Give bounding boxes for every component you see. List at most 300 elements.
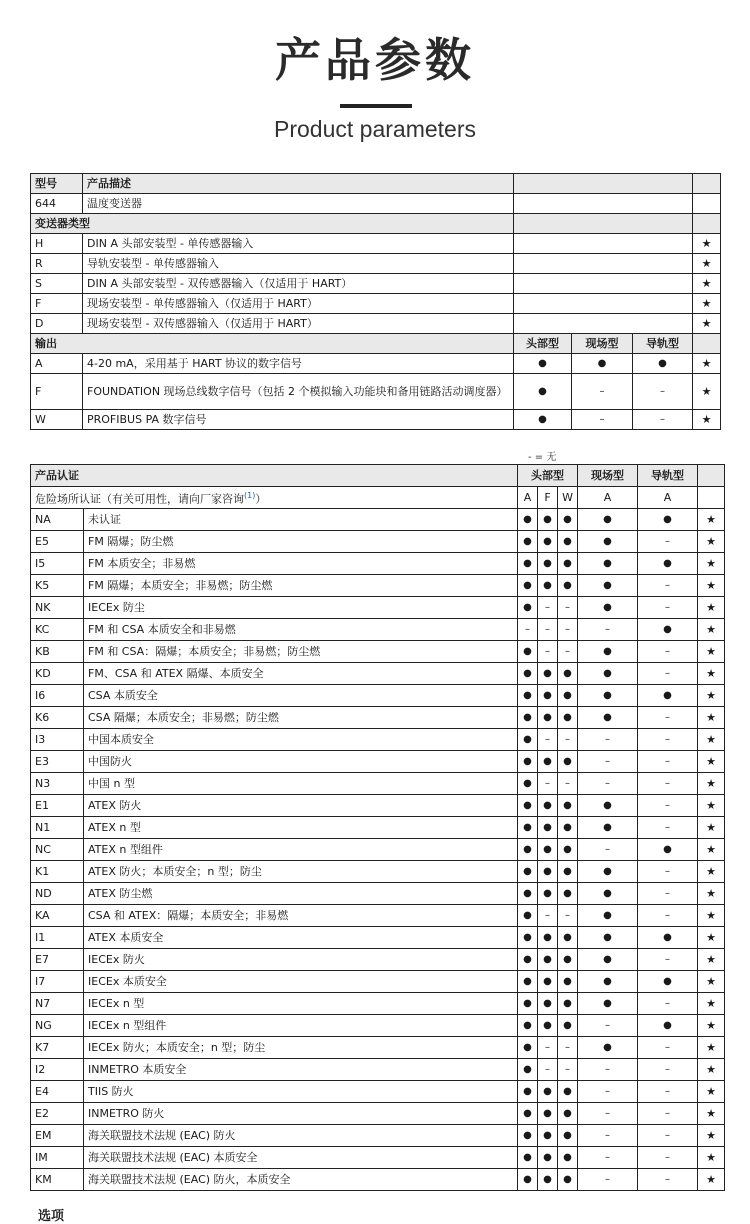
type-desc: DIN A 头部安装型 - 双传感器输入（仅适用于 HART） xyxy=(83,274,514,294)
options-heading: 选项 xyxy=(38,1209,65,1224)
rail-mark: – xyxy=(638,751,698,773)
head-a-mark: ● xyxy=(518,553,538,575)
head-w-mark: – xyxy=(558,1059,578,1081)
head-w-mark: ● xyxy=(558,531,578,553)
head-f-mark: ● xyxy=(538,795,558,817)
head-mark: ● xyxy=(514,354,572,374)
cert-row xyxy=(31,927,725,949)
cert-code: E7 xyxy=(31,949,84,971)
field-mark: – xyxy=(578,1059,638,1081)
head-a-mark: ● xyxy=(518,773,538,795)
rail-mark: – xyxy=(633,410,693,430)
rail-mark: – xyxy=(638,641,698,663)
head-a-mark: ● xyxy=(518,993,538,1015)
star-icon: ★ xyxy=(698,927,725,949)
cert-row xyxy=(31,971,725,993)
head-w-mark: ● xyxy=(558,1169,578,1191)
head-f-mark: ● xyxy=(538,861,558,883)
star-icon: ★ xyxy=(698,751,725,773)
head-a-mark: ● xyxy=(518,1015,538,1037)
head-w-mark: ● xyxy=(558,751,578,773)
type-blank xyxy=(514,314,693,334)
head-a-mark: ● xyxy=(518,927,538,949)
type-row xyxy=(31,314,721,334)
head-f-mark: ● xyxy=(538,971,558,993)
star-icon: ★ xyxy=(698,1081,725,1103)
star-icon: ★ xyxy=(693,314,721,334)
field-mark: ● xyxy=(578,685,638,707)
col-desc-header: 产品描述 xyxy=(83,174,514,194)
cert-row xyxy=(31,641,725,663)
star-icon: ★ xyxy=(698,553,725,575)
output-col-head: 头部型 xyxy=(514,334,572,354)
field-mark: ● xyxy=(578,883,638,905)
field-mark: ● xyxy=(578,971,638,993)
cert-desc: FM 隔爆；本质安全；非易燃；防尘燃 xyxy=(84,575,518,597)
head-w-mark: ● xyxy=(558,1103,578,1125)
rail-mark: ● xyxy=(638,685,698,707)
cert-desc: IECEx 防火 xyxy=(84,949,518,971)
cert-desc: FM 和 CSA：隔爆；本质安全；非易燃；防尘燃 xyxy=(84,641,518,663)
head-a-mark: ● xyxy=(518,795,538,817)
head-a-mark: ● xyxy=(518,531,538,553)
head-f-mark: ● xyxy=(538,949,558,971)
field-mark: – xyxy=(578,1103,638,1125)
head-w-mark: ● xyxy=(558,663,578,685)
cert-code: N3 xyxy=(31,773,84,795)
cert-code: KC xyxy=(31,619,84,641)
cert-code: K5 xyxy=(31,575,84,597)
head-a-mark: – xyxy=(518,619,538,641)
cert-code: I2 xyxy=(31,1059,84,1081)
cert-row xyxy=(31,1147,725,1169)
head-a-mark: ● xyxy=(518,883,538,905)
head-a-mark: ● xyxy=(518,861,538,883)
rail-mark: – xyxy=(638,993,698,1015)
star-icon: ★ xyxy=(698,641,725,663)
field-mark: – xyxy=(578,1081,638,1103)
cert-row xyxy=(31,817,725,839)
cert-row xyxy=(31,1059,725,1081)
type-code: R xyxy=(31,254,83,274)
rail-mark: ● xyxy=(638,971,698,993)
field-mark: ● xyxy=(578,641,638,663)
cert-code: KB xyxy=(31,641,84,663)
field-mark: ● xyxy=(572,354,633,374)
head-a-mark: ● xyxy=(518,575,538,597)
head-f-mark: – xyxy=(538,641,558,663)
star-icon: ★ xyxy=(698,729,725,751)
cert-desc: 海关联盟技术法规 (EAC) 本质安全 xyxy=(84,1147,518,1169)
cert-code: NK xyxy=(31,597,84,619)
star-icon: ★ xyxy=(698,971,725,993)
head-a-mark: ● xyxy=(518,1037,538,1059)
head-a-mark: ● xyxy=(518,839,538,861)
cert-code: E5 xyxy=(31,531,84,553)
cert-code: E4 xyxy=(31,1081,84,1103)
head-f-mark: ● xyxy=(538,509,558,531)
head-a-mark: ● xyxy=(518,729,538,751)
star-icon: ★ xyxy=(698,1147,725,1169)
cert-code: NA xyxy=(31,509,84,531)
cert-code: ND xyxy=(31,883,84,905)
type-blank xyxy=(514,294,693,314)
cert-row xyxy=(31,751,725,773)
cert-desc: IECEx 防火；本质安全；n 型；防尘 xyxy=(84,1037,518,1059)
type-row xyxy=(31,274,721,294)
head-f-mark: ● xyxy=(538,1125,558,1147)
cert-section-row xyxy=(31,465,725,487)
cert-row xyxy=(31,949,725,971)
cert-desc: TIIS 防火 xyxy=(84,1081,518,1103)
field-mark: ● xyxy=(578,905,638,927)
cert-row xyxy=(31,619,725,641)
star-icon: ★ xyxy=(693,294,721,314)
cert-row xyxy=(31,707,725,729)
rail-mark: – xyxy=(638,729,698,751)
head-w-mark: – xyxy=(558,619,578,641)
star-icon: ★ xyxy=(693,374,721,410)
subcol-a: A xyxy=(518,487,538,509)
head-a-mark: ● xyxy=(518,1169,538,1191)
head-mark: ● xyxy=(514,374,572,410)
head-w-mark: – xyxy=(558,773,578,795)
head-w-mark: – xyxy=(558,641,578,663)
field-mark: ● xyxy=(578,531,638,553)
rail-mark: – xyxy=(638,817,698,839)
type-row xyxy=(31,294,721,314)
field-mark: – xyxy=(578,1015,638,1037)
output-col-rail: 导轨型 xyxy=(633,334,693,354)
model-table xyxy=(30,173,721,430)
star-icon: ★ xyxy=(698,597,725,619)
star-icon: ★ xyxy=(698,1103,725,1125)
type-section-header: 变送器类型 xyxy=(31,214,514,234)
star-icon: ★ xyxy=(698,1037,725,1059)
head-w-mark: ● xyxy=(558,575,578,597)
rail-mark: – xyxy=(633,374,693,410)
output-code: A xyxy=(31,354,83,374)
cert-code: I7 xyxy=(31,971,84,993)
type-row xyxy=(31,234,721,254)
field-mark: – xyxy=(578,751,638,773)
head-a-mark: ● xyxy=(518,1081,538,1103)
head-f-mark: ● xyxy=(538,685,558,707)
rail-mark: – xyxy=(638,1103,698,1125)
head-a-mark: ● xyxy=(518,685,538,707)
star-icon: ★ xyxy=(698,839,725,861)
cert-row xyxy=(31,795,725,817)
star-icon: ★ xyxy=(698,663,725,685)
legend-note: - = 无 xyxy=(528,452,557,463)
cert-desc: FM 本质安全；非易燃 xyxy=(84,553,518,575)
cert-desc: 海关联盟技术法规 (EAC) 防火 xyxy=(84,1125,518,1147)
cert-row xyxy=(31,839,725,861)
cert-code: NG xyxy=(31,1015,84,1037)
rail-mark: ● xyxy=(638,1015,698,1037)
cert-desc: INMETRO 防火 xyxy=(84,1103,518,1125)
output-row xyxy=(31,374,721,410)
certification-table xyxy=(30,464,725,1191)
rail-mark: – xyxy=(638,575,698,597)
cert-code: EM xyxy=(31,1125,84,1147)
head-a-mark: ● xyxy=(518,1147,538,1169)
cert-code: KD xyxy=(31,663,84,685)
cert-desc: 中国本质安全 xyxy=(84,729,518,751)
head-f-mark: ● xyxy=(538,1015,558,1037)
head-f-mark: – xyxy=(538,773,558,795)
cert-desc: CSA 隔爆；本质安全；非易燃；防尘燃 xyxy=(84,707,518,729)
cert-desc: CSA 本质安全 xyxy=(84,685,518,707)
subcol-rail-a: A xyxy=(638,487,698,509)
star-icon: ★ xyxy=(698,993,725,1015)
type-row xyxy=(31,254,721,274)
head-w-mark: ● xyxy=(558,707,578,729)
head-f-mark: ● xyxy=(538,553,558,575)
rail-mark: – xyxy=(638,1147,698,1169)
cert-row xyxy=(31,531,725,553)
cert-desc: FM 和 CSA 本质安全和非易燃 xyxy=(84,619,518,641)
star-icon: ★ xyxy=(698,773,725,795)
head-f-mark: ● xyxy=(538,1169,558,1191)
cert-code: KM xyxy=(31,1169,84,1191)
rail-mark: ● xyxy=(638,553,698,575)
head-a-mark: ● xyxy=(518,949,538,971)
head-a-mark: ● xyxy=(518,1125,538,1147)
field-mark: ● xyxy=(578,575,638,597)
cert-col-rail: 导轨型 xyxy=(638,465,698,487)
rail-mark: ● xyxy=(638,619,698,641)
cert-row xyxy=(31,905,725,927)
head-a-mark: ● xyxy=(518,905,538,927)
head-w-mark: ● xyxy=(558,1015,578,1037)
output-col-field: 现场型 xyxy=(572,334,633,354)
cert-row xyxy=(31,685,725,707)
head-f-mark: – xyxy=(538,597,558,619)
type-desc: DIN A 头部安装型 - 单传感器输入 xyxy=(83,234,514,254)
cert-row xyxy=(31,1169,725,1191)
head-mark: ● xyxy=(514,410,572,430)
cert-col-field: 现场型 xyxy=(578,465,638,487)
star-icon: ★ xyxy=(698,1169,725,1191)
cert-code: E1 xyxy=(31,795,84,817)
rail-mark: – xyxy=(638,1081,698,1103)
head-a-mark: ● xyxy=(518,751,538,773)
head-f-mark: ● xyxy=(538,839,558,861)
subcol-field-a: A xyxy=(578,487,638,509)
head-w-mark: ● xyxy=(558,971,578,993)
cert-row xyxy=(31,509,725,531)
header-blank xyxy=(514,174,693,194)
output-desc: FOUNDATION 现场总线数字信号（包括 2 个模拟输入功能块和备用链路活动调度器） xyxy=(83,374,514,410)
type-section-row xyxy=(31,214,721,234)
output-row xyxy=(31,410,721,430)
output-code: W xyxy=(31,410,83,430)
type-code: S xyxy=(31,274,83,294)
head-f-mark: – xyxy=(538,1037,558,1059)
head-w-mark: ● xyxy=(558,509,578,531)
rail-mark: – xyxy=(638,1037,698,1059)
rail-mark: ● xyxy=(638,509,698,531)
field-mark: ● xyxy=(578,663,638,685)
cert-desc: IECEx n 型组件 xyxy=(84,1015,518,1037)
type-desc: 导轨安装型 - 单传感器输入 xyxy=(83,254,514,274)
cert-desc: ATEX n 型组件 xyxy=(84,839,518,861)
head-f-mark: ● xyxy=(538,663,558,685)
field-mark: – xyxy=(578,1169,638,1191)
cert-code: E2 xyxy=(31,1103,84,1125)
cert-code: IM xyxy=(31,1147,84,1169)
cert-desc: ATEX 防火；本质安全；n 型；防尘 xyxy=(84,861,518,883)
head-w-mark: ● xyxy=(558,685,578,707)
head-w-mark: ● xyxy=(558,883,578,905)
type-code: H xyxy=(31,234,83,254)
star-icon: ★ xyxy=(698,1059,725,1081)
head-f-mark: ● xyxy=(538,1147,558,1169)
head-f-mark: – xyxy=(538,729,558,751)
type-blank xyxy=(514,274,693,294)
field-mark: – xyxy=(578,619,638,641)
cert-desc: CSA 和 ATEX：隔爆；本质安全；非易燃 xyxy=(84,905,518,927)
output-code: F xyxy=(31,374,83,410)
type-blank xyxy=(514,234,693,254)
cert-row xyxy=(31,729,725,751)
star-icon: ★ xyxy=(698,685,725,707)
page-subtitle: Product parameters xyxy=(274,116,476,142)
rail-mark: ● xyxy=(638,927,698,949)
type-code: F xyxy=(31,294,83,314)
field-mark: – xyxy=(572,410,633,430)
cert-code: I3 xyxy=(31,729,84,751)
star-icon: ★ xyxy=(698,575,725,597)
cert-desc: INMETRO 本质安全 xyxy=(84,1059,518,1081)
cert-code: K1 xyxy=(31,861,84,883)
cert-code: N7 xyxy=(31,993,84,1015)
head-f-mark: ● xyxy=(538,883,558,905)
output-desc: 4-20 mA，采用基于 HART 协议的数字信号 xyxy=(83,354,514,374)
cert-desc: 中国防火 xyxy=(84,751,518,773)
star-icon: ★ xyxy=(698,949,725,971)
rail-mark: – xyxy=(638,795,698,817)
field-mark: ● xyxy=(578,553,638,575)
star-icon: ★ xyxy=(698,509,725,531)
type-desc: 现场安装型 - 双传感器输入（仅适用于 HART） xyxy=(83,314,514,334)
field-mark: ● xyxy=(578,795,638,817)
type-code: D xyxy=(31,314,83,334)
cert-row xyxy=(31,1103,725,1125)
cert-desc: IECEx n 型 xyxy=(84,993,518,1015)
star-icon: ★ xyxy=(698,861,725,883)
head-f-mark: – xyxy=(538,905,558,927)
hazard-label: 危险场所认证（有关可用性，请向厂家咨询$^{(1)}$） xyxy=(31,487,518,509)
star-icon: ★ xyxy=(693,410,721,430)
title-divider xyxy=(340,104,412,108)
footnote-link[interactable]: (1) xyxy=(244,491,256,501)
star-icon: ★ xyxy=(693,234,721,254)
head-w-mark: ● xyxy=(558,1125,578,1147)
cert-code: K6 xyxy=(31,707,84,729)
head-a-mark: ● xyxy=(518,707,538,729)
star-icon: ★ xyxy=(698,1015,725,1037)
rail-mark: – xyxy=(638,1059,698,1081)
output-desc: PROFIBUS PA 数字信号 xyxy=(83,410,514,430)
star-icon: ★ xyxy=(698,1125,725,1147)
cert-row xyxy=(31,1037,725,1059)
cert-desc: ATEX n 型 xyxy=(84,817,518,839)
cert-code: I1 xyxy=(31,927,84,949)
field-mark: ● xyxy=(578,597,638,619)
cert-desc: FM、CSA 和 ATEX 隔爆、本质安全 xyxy=(84,663,518,685)
type-desc: 现场安装型 - 单传感器输入（仅适用于 HART） xyxy=(83,294,514,314)
cert-code: I6 xyxy=(31,685,84,707)
rail-mark: – xyxy=(638,861,698,883)
field-mark: ● xyxy=(578,949,638,971)
cert-desc: FM 隔爆；防尘燃 xyxy=(84,531,518,553)
field-mark: – xyxy=(578,1147,638,1169)
star-icon: ★ xyxy=(693,254,721,274)
cert-desc: IECEx 防尘 xyxy=(84,597,518,619)
cert-desc: ATEX 本质安全 xyxy=(84,927,518,949)
star-icon: ★ xyxy=(698,707,725,729)
output-section-header: 输出 xyxy=(31,334,514,354)
header-blank xyxy=(693,174,721,194)
field-mark: ● xyxy=(578,817,638,839)
cert-col-head: 头部型 xyxy=(518,465,578,487)
head-w-mark: – xyxy=(558,729,578,751)
cert-row xyxy=(31,1081,725,1103)
field-mark: ● xyxy=(578,993,638,1015)
head-w-mark: ● xyxy=(558,553,578,575)
rail-mark: – xyxy=(638,883,698,905)
field-mark: ● xyxy=(578,707,638,729)
head-f-mark: ● xyxy=(538,1103,558,1125)
subcol-f: F xyxy=(538,487,558,509)
head-f-mark: ● xyxy=(538,751,558,773)
head-w-mark: ● xyxy=(558,861,578,883)
rail-mark: – xyxy=(638,597,698,619)
star-icon: ★ xyxy=(698,531,725,553)
head-a-mark: ● xyxy=(518,817,538,839)
rail-mark: – xyxy=(638,773,698,795)
cert-row xyxy=(31,1015,725,1037)
cert-code: I5 xyxy=(31,553,84,575)
star-icon: ★ xyxy=(698,619,725,641)
type-blank xyxy=(514,254,693,274)
subcol-w: W xyxy=(558,487,578,509)
model-code: 644 xyxy=(31,194,83,214)
output-row xyxy=(31,354,721,374)
field-mark: – xyxy=(572,374,633,410)
head-f-mark: ● xyxy=(538,817,558,839)
star-icon: ★ xyxy=(698,795,725,817)
head-f-mark: ● xyxy=(538,575,558,597)
field-mark: ● xyxy=(578,927,638,949)
cert-code: N1 xyxy=(31,817,84,839)
rail-mark: – xyxy=(638,531,698,553)
cert-row xyxy=(31,553,725,575)
hazard-row xyxy=(31,487,725,509)
rail-mark: – xyxy=(638,1125,698,1147)
head-f-mark: ● xyxy=(538,993,558,1015)
field-mark: – xyxy=(578,729,638,751)
cert-desc: ATEX 防尘燃 xyxy=(84,883,518,905)
star-icon: ★ xyxy=(698,905,725,927)
head-a-mark: ● xyxy=(518,509,538,531)
head-a-mark: ● xyxy=(518,641,538,663)
table-header-row xyxy=(31,174,721,194)
head-f-mark: – xyxy=(538,1059,558,1081)
cert-desc: 未认证 xyxy=(84,509,518,531)
